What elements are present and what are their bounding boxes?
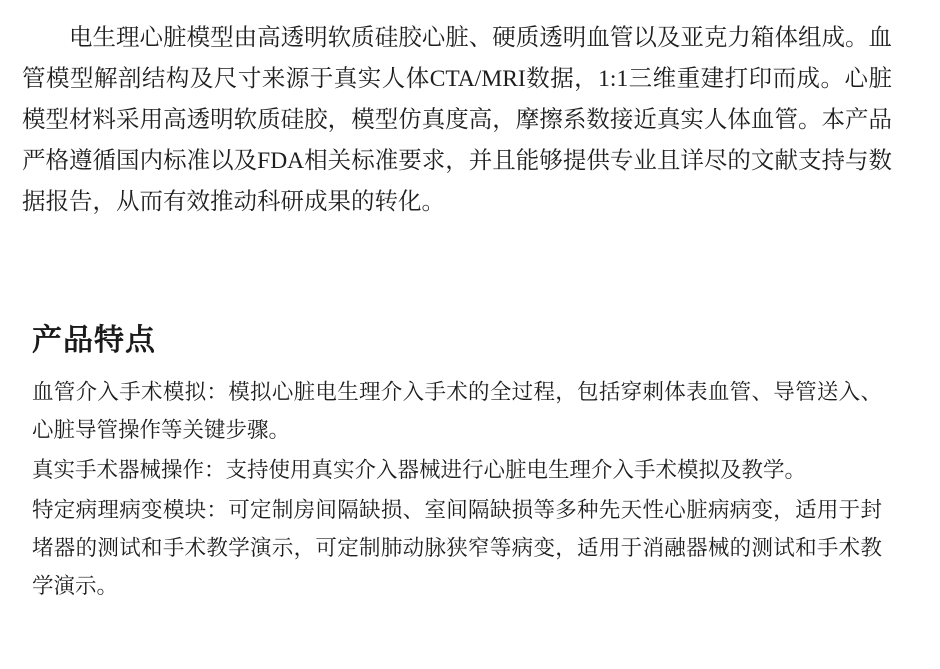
product-features-section bbox=[22, 319, 898, 605]
section-title: 产品特点 bbox=[32, 324, 156, 357]
feature-list bbox=[32, 373, 898, 605]
list-item: 真实手术器械操作：支持使用真实介入器械进行心脏电生理介入手术模拟及教学。 bbox=[32, 458, 807, 482]
list-item: 血管介入手术模拟：模拟心脏电生理介入手术的全过程，包括穿刺体表血管、导管送入、心脏导管操作等关键步骤。 bbox=[32, 380, 882, 442]
list-item: 特定病理病变模块：可定制房间隔缺损、室间隔缺损等多种先天性心脏病病变，适用于封堵器的测试和手术教学演示，可定制肺动脉狭窄等病变，适用于消融器械的测试和手术教学演示。 bbox=[32, 498, 882, 598]
intro-paragraph: 电生理心脏模型由高透明软质硅胶心脏、硬质透明血管以及亚克力箱体组成。血管模型解剖结构及尺寸来源于真实人体CTA/MRI数据，1:1三维重建打印而成。心脏模型材料采用高透明软质硅胶，模型仿真度高，摩擦系数接近真实人体血管。本产品严格遵循国内标准以及FDA相关标准要求，并且能够提供专业且详尽的文献支持与数据报告，从而有效推动科研成果的转化。 bbox=[22, 25, 892, 215]
